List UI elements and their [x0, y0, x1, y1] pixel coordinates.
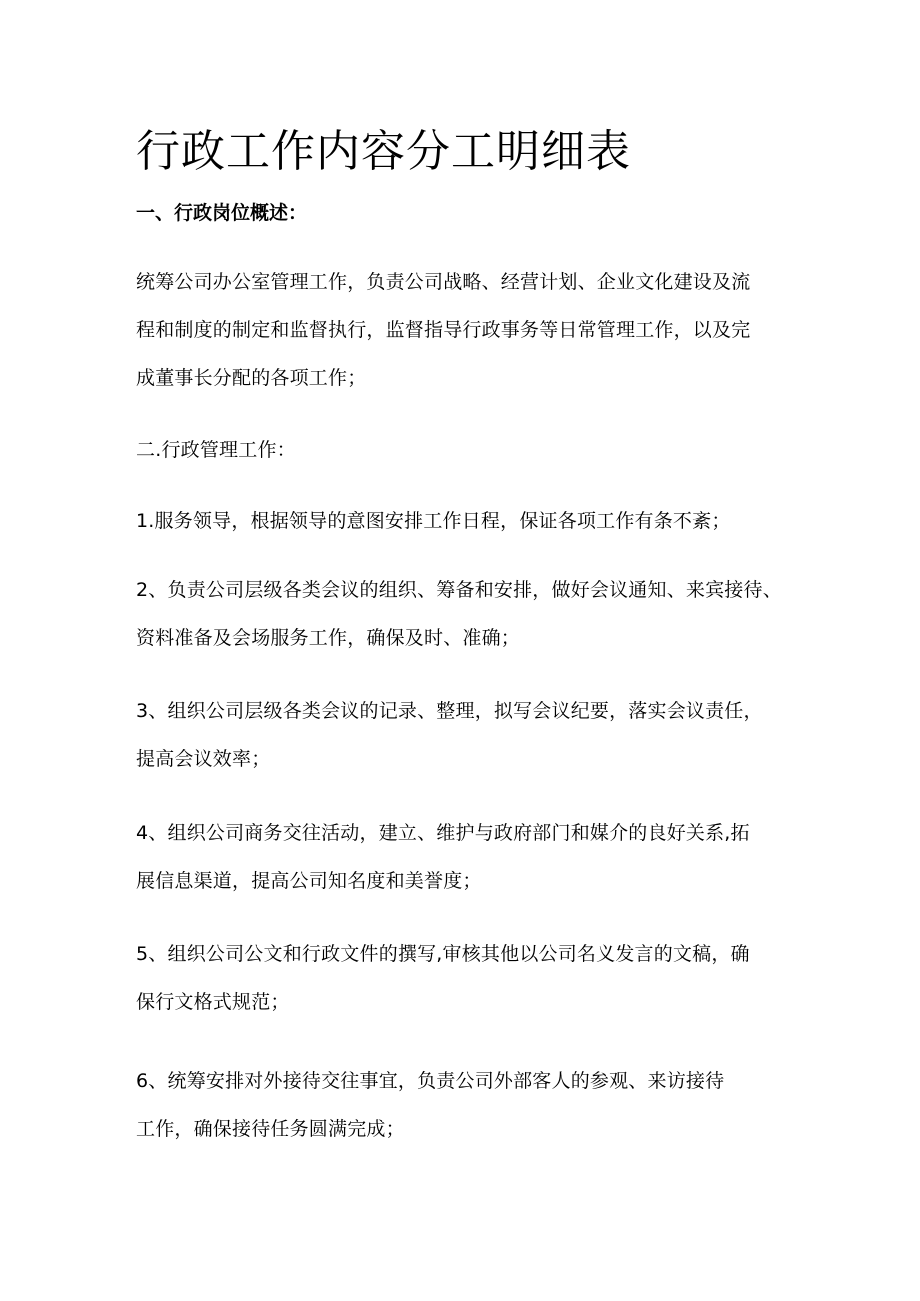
- duty-item-4: [136, 809, 796, 905]
- duty-item-3: [136, 687, 796, 783]
- section-heading-management: [136, 426, 796, 474]
- duty-item-line: 3、组织公司层级各类会议的记录、整理，拟写会议纪要，落实会议责任，: [136, 700, 763, 722]
- overview-line: 程和制度的制定和监督执行，监督指导行政事务等日常管理工作，以及完: [136, 319, 751, 341]
- duty-item-2: [136, 566, 796, 662]
- duty-item-line: 2、负责公司层级各类会议的组织、筹备和安排，做好会议通知、来宾接待、: [136, 579, 782, 601]
- duty-item-line: 5、组织公司公文和行政文件的撰写,审核其他以公司名义发言的文稿，确: [136, 943, 750, 965]
- duty-item-line: 1.服务领导，根据领导的意图安排工作日程，保证各项工作有条不紊；: [136, 510, 731, 532]
- section-heading-overview: 一、行政岗位概述：: [136, 202, 308, 224]
- duty-item-line: 提高会议效率；: [136, 748, 271, 770]
- duty-item-line: 保行文格式规范；: [136, 991, 290, 1013]
- duty-item-line: 6、统筹安排对外接待交往事宜，负责公司外部客人的参观、来访接待: [136, 1070, 725, 1092]
- section-heading-management-text: 二.行政管理工作：: [136, 439, 296, 461]
- duty-item-6: [136, 1057, 796, 1153]
- document-title: 行政工作内容分工明细表: [136, 126, 631, 177]
- duty-item-line: 展信息渠道，提高公司知名度和美誉度；: [136, 870, 482, 892]
- duty-item-line: 4、组织公司商务交往活动，建立、维护与政府部门和媒介的良好关系,拓: [136, 822, 750, 844]
- overview-line: 统筹公司办公室管理工作，负责公司战略、经营计划、企业文化建设及流: [136, 271, 751, 293]
- overview-paragraph: [136, 258, 796, 402]
- overview-line: 成董事长分配的各项工作；: [136, 367, 367, 389]
- duty-item-line: 资料准备及会场服务工作，确保及时、准确；: [136, 627, 521, 649]
- duty-item-5: [136, 930, 796, 1026]
- duty-item-1: [136, 497, 796, 545]
- duty-item-line: 工作，确保接待任务圆满完成；: [136, 1118, 405, 1140]
